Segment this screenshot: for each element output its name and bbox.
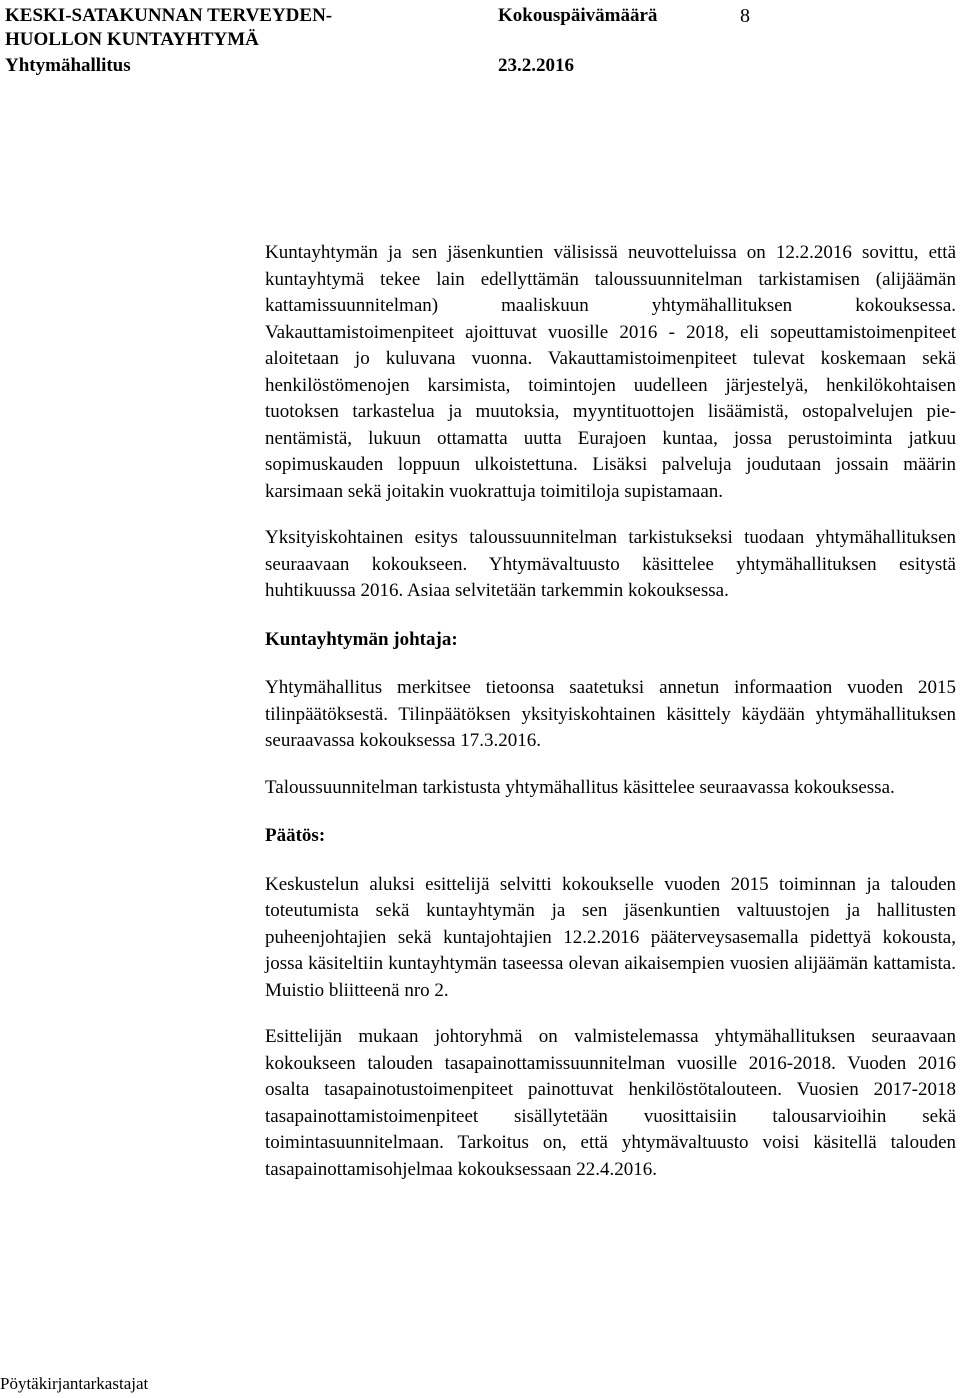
paragraph-decision-discussion: Keskustelun aluksi esittelijä selvitti kokoukselle vuoden 2015 toiminnan ja talouden toteutumista sekä kuntayhtymän ja sen jäsenkuntien valtuustojen ja hallitusten puheenjohtajien sekä kuntajohtajien 12.2.2016 pääterveysasemalla pidettyä kokousta, jossa käsiteltiin kuntayhtymän taseessa olevan aikaisempien vuosien alijäämän kattamista. Muistio bliitteenä nro 2. <box>265 873 956 1001</box>
governing-body-name: Yhtymähallitus <box>5 55 131 76</box>
paragraph-director-proposal: Yhtymähallitus merkitsee tietoonsa saatetuksi annetun informaation vuoden 2015 tilinpäätöksestä. Tilinpäätöksen yksityiskohtainen käsittely käydään yhtymähallituksen seuraavassa kokouksessa 17.3.2016. <box>265 677 956 751</box>
organization-name-line1: KESKI-SATAKUNNAN TERVEYDEN- <box>5 5 333 26</box>
paragraph-plan-review: Taloussuunnitelman tarkistusta yhtymähallitus käsittelee seuraavassa kokouksessa. <box>265 776 895 798</box>
paragraph-balancing-plan: Esittelijän mukaan johtoryhmä on valmistelemassa yhtymähallituksen seuraavaan kokoukseen talouden tasapainottamissuunnitelman vuosille 2016-2018. Vuoden 2016 osalta tasapainotustoimenpiteet painottuvat henkilöstötalouteen. Vuosien 2017-2018 tasapainottamistoimenpiteet sisällytetään vuosittaisiin talousarvioihin sekä toimintasuunnitelmaan. Tarkoitus on, että yhtymävaltuusto voisi käsitellä talouden tasapainottamisohjelmaa kokouksessaan 22.4.2016. <box>265 1026 956 1180</box>
heading-director: Kuntayhtymän johtaja: <box>265 628 458 650</box>
paragraph-negotiations: Kuntayhtymän ja sen jäsenkuntien välisissä neuvotteluissa on 12.2.2016 sovittu, että kuntayhtymä tekee lain edellyttämän taloussuunnitelman tarkistamisen (alijäämän kattamissuunnitelman) maaliskuun yhtymähallituksen kokouksessa. Vakauttamistoimenpiteet ajoittuvat vuosille 2016 - 2018, eli sopeuttamistoimenpiteet aloitetaan jo kuluvana vuonna. Vakauttamistoimenpiteet tulevat koskemaan sekä henkilöstömenojen karsimista, toimintojen uudelleen järjestelyä, henkilökohtaisen tuotoksen tarkastelua ja muutoksia, myyntituottojen lisäämistä, ostopalvelujen pienentämistä, lukuun ottamatta uutta Eurajoen kuntaa, jossa perustoiminta jatkuu sopimuskauden loppuun ulkoistettuna. Lisäksi palveluja joudutaan jossain määrin karsimaan sekä joitakin vuokrattuja toimitiloja supistamaan. <box>265 242 956 502</box>
footer-minutes-checkers: Pöytäkirjantarkastajat <box>0 1374 149 1393</box>
page-number: 8 <box>740 5 750 27</box>
meeting-date-value: 23.2.2016 <box>498 55 574 76</box>
organization-name-line2: HUOLLON KUNTAYHTYMÄ <box>5 29 259 50</box>
minutes-body <box>265 240 956 1183</box>
meeting-date-label: Kokouspäivämäärä <box>498 5 658 26</box>
paragraph-detailed-proposal: Yksityiskohtainen esitys taloussuunnitelman tarkistukseksi tuodaan yhtymähallituksen seuraavaan kokoukseen. Yhtymävaltuusto käsittelee yhtymähallituksen esitystä huhtikuussa 2016. Asiaa selvitetään tarkemmin kokouksessa. <box>265 527 956 601</box>
heading-decision: Päätös: <box>265 825 326 846</box>
